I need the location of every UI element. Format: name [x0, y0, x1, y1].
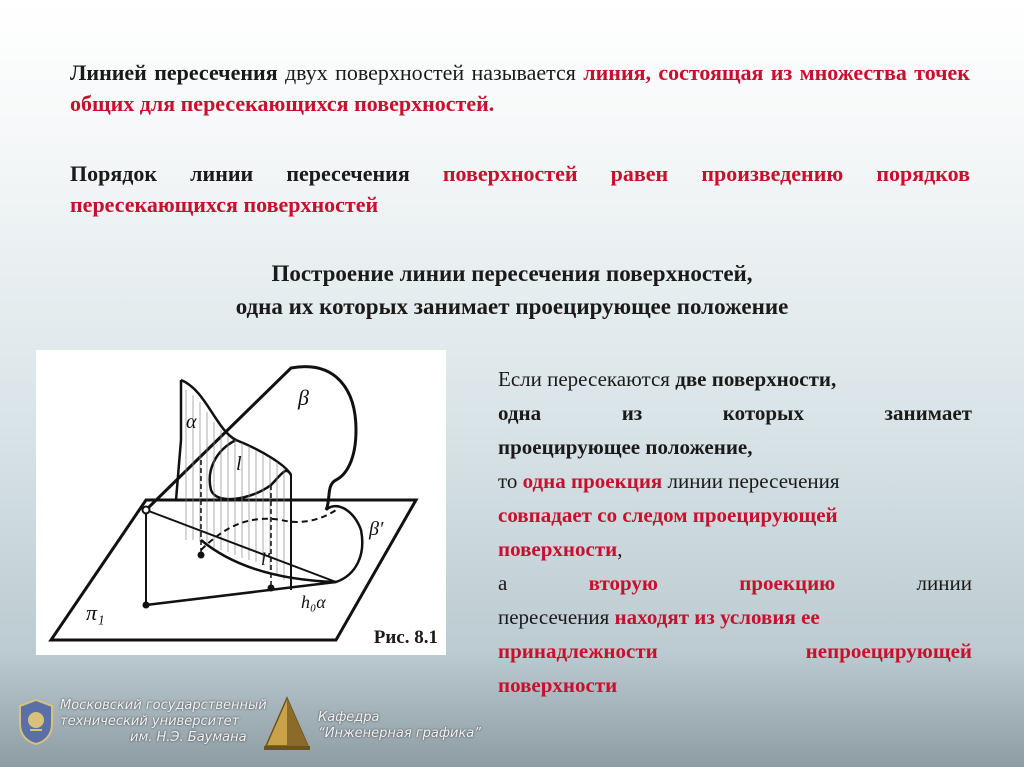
explanation-line-5: совпадает со следом проецирующей: [498, 503, 838, 527]
word: которых: [722, 401, 804, 425]
text-fragment: линии пересечения: [662, 469, 840, 493]
word: занимает: [884, 401, 972, 425]
text-bold: две поверхности,: [675, 367, 837, 391]
trace-beta-prime: [201, 506, 362, 582]
plane-pi1: [51, 500, 416, 640]
explanation-line-1: [498, 362, 972, 396]
explanation-line-2: [498, 396, 972, 430]
figure-caption: Рис. 8.1: [373, 627, 438, 648]
point-b: [143, 602, 150, 609]
explanation-line-8: [498, 600, 972, 634]
heading-line-1: Построение линии пересечения поверхностей,: [271, 261, 753, 286]
department-line-2: “Инженерная графика”: [318, 726, 482, 741]
text-fragment: пересечения: [498, 605, 615, 629]
order-highlight: поверхностей равен произведению порядков пересекающихся поверхностей: [70, 161, 970, 217]
definition-term: Линией пересечения: [70, 60, 278, 85]
word: непроецирующей: [805, 639, 972, 663]
university-name: [60, 698, 267, 746]
point-d: [268, 585, 275, 592]
explanation-line-10: поверхности: [498, 673, 618, 697]
explanation-text: [498, 362, 972, 702]
intersection-line-l: [210, 440, 291, 499]
university-line-2: технический университет: [60, 714, 240, 729]
department-pyramid-icon: [262, 696, 312, 752]
explanation-line-3: проецирующее положение,: [498, 435, 753, 459]
definition-text-1: двух поверхностей: [277, 60, 472, 85]
label-pi1: π₁: [86, 600, 105, 625]
definition-paragraph: [70, 57, 970, 119]
point-a: [143, 507, 150, 514]
department-name: [318, 710, 481, 742]
figure-8-1: [36, 350, 446, 655]
label-h0a: h₀α: [301, 592, 326, 612]
word: принадлежности: [498, 639, 658, 663]
label-beta: β: [298, 385, 309, 410]
text-fragment: ,: [617, 537, 623, 561]
label-alpha: α: [186, 411, 197, 433]
explanation-line-9: [498, 634, 972, 668]
point-c: [198, 552, 205, 559]
order-term: Порядок линии пересечения: [70, 161, 410, 186]
word: из: [621, 401, 643, 425]
word: одна: [498, 401, 542, 425]
surface-alpha-edge: [176, 380, 181, 500]
label-l: l: [236, 453, 242, 475]
word: проекцию: [739, 571, 836, 595]
definition-text-2: называется: [471, 60, 576, 85]
heading-line-2: одна их которых занимает проецирующее положение: [235, 294, 789, 319]
university-line-3: им. Н.Э. Баумана: [130, 730, 247, 745]
text-fragment: Если пересекаются: [498, 367, 676, 391]
label-beta-prime: β′: [369, 518, 384, 540]
explanation-line-6: [498, 532, 972, 566]
text-fragment: то: [498, 469, 523, 493]
section-heading: [40, 257, 984, 323]
explanation-line-4: [498, 464, 972, 498]
department-line-1: Кафедра: [318, 710, 380, 725]
explanation-line-7: [498, 566, 972, 600]
intersection-diagram: [36, 350, 446, 655]
order-paragraph: [70, 158, 970, 220]
footer: [0, 690, 1024, 767]
text-highlight: находят из условия ее: [614, 605, 820, 629]
text-highlight: одна проекция: [522, 469, 663, 493]
university-emblem-icon: [18, 698, 54, 746]
label-l-prime: l′: [261, 549, 270, 569]
word: линии: [916, 571, 972, 595]
definition-highlight: линия, состоящая из множества точек общих для пересекающихся поверхностей.: [70, 60, 970, 116]
text-highlight: поверхности: [498, 537, 618, 561]
university-line-1: Московский государственный: [60, 698, 267, 713]
word: а: [498, 571, 508, 595]
word: вторую: [588, 571, 658, 595]
